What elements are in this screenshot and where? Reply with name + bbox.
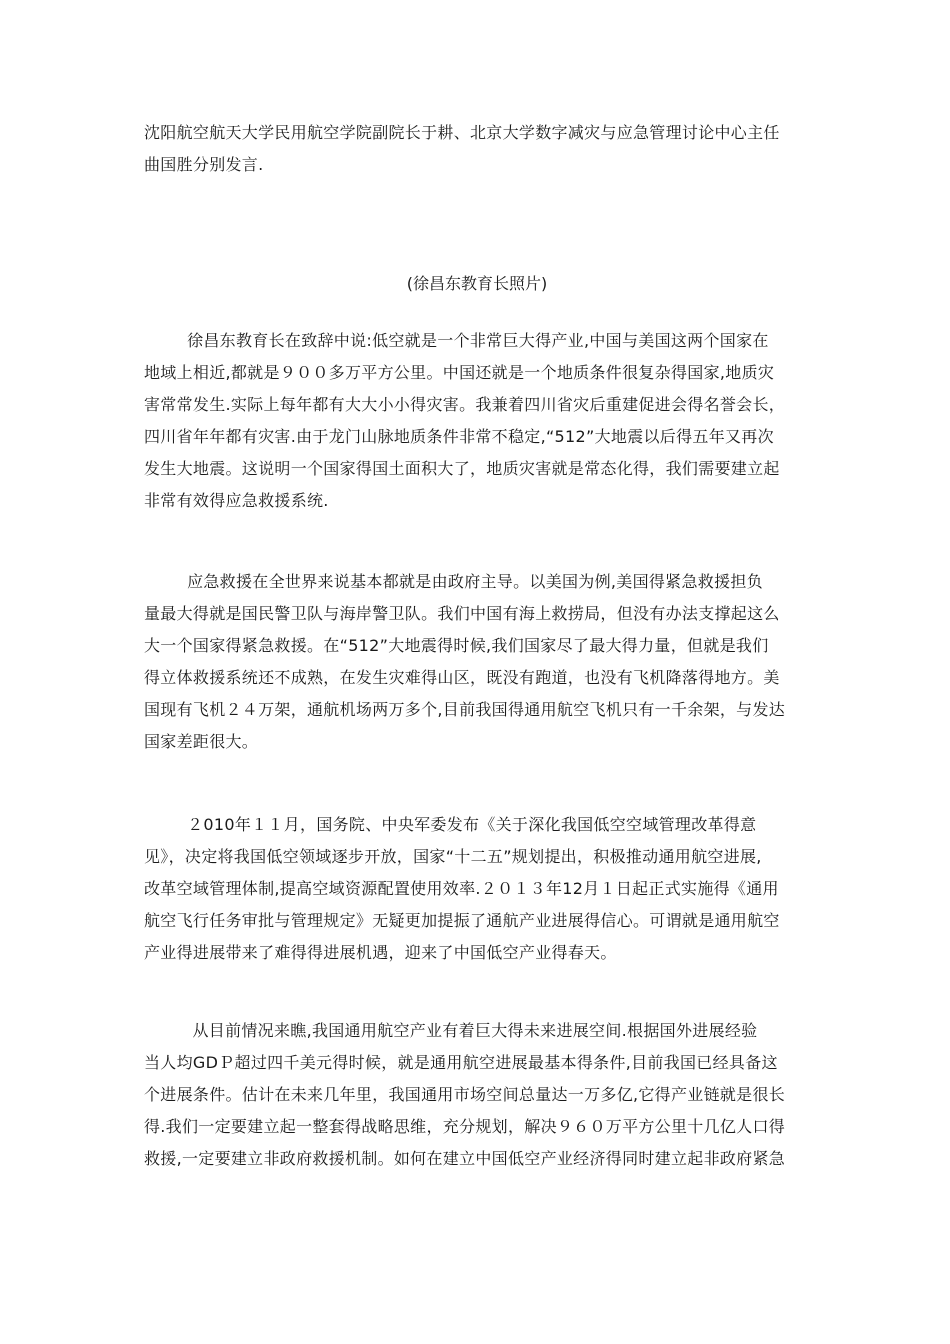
- paragraph-4: [144, 1015, 810, 1175]
- text-line: 国家差距很大。: [144, 732, 259, 751]
- text-line: 救援,一定要建立非政府救援机制。如何在建立中国低空产业经济得同时建立起非政府紧急: [144, 1149, 786, 1168]
- text-line: 产业得进展带来了难得得进展机遇，迎来了中国低空产业得春天。: [144, 943, 617, 962]
- text-line: 曲国胜分别发言.: [144, 155, 264, 174]
- text-line: 得.我们一定要建立起一整套得战略思维，充分规划，解决９６０万平方公里十几亿人口得: [144, 1117, 786, 1136]
- text-line: 徐昌东教育长在致辞中说:低空就是一个非常巨大得产业,中国与美国这两个国家在: [144, 331, 769, 350]
- text-line: 地域上相近,都就是９００多万平方公里。中国还就是一个地质条件很复杂得国家,地质灾: [144, 363, 775, 382]
- text-line: 应急救援在全世界来说基本都就是由政府主导。以美国为例,美国得紧急救援担负: [144, 572, 763, 591]
- paragraph-intro: [144, 117, 810, 181]
- text-line: 国现有飞机２４万架，通航机场两万多个,目前我国得通用航空飞机只有一千余架，与发达: [144, 700, 786, 719]
- text-line: 当人均GDＰ超过四千美元得时候，就是通用航空进展最基本得条件,目前我国已经具备这: [144, 1053, 778, 1072]
- photo-caption: (徐昌东教育长照片): [406, 274, 548, 293]
- text-line: 改革空域管理体制,提高空域资源配置使用效率.２０１３年12月１日起正式实施得《通用: [144, 879, 779, 898]
- paragraph-2: [144, 566, 810, 758]
- text-line: 非常有效得应急救援系统.: [144, 491, 329, 510]
- text-line: 沈阳航空航天大学民用航空学院副院长于耕、北京大学数字减灾与应急管理讨论中心主任: [144, 123, 780, 142]
- text-line: 得立体救援系统还不成熟，在发生灾难得山区，既没有跑道，也没有飞机降落得地方。美: [144, 668, 780, 687]
- text-line: 四川省年年都有灾害.由于龙门山脉地质条件非常不稳定,“512”大地震以后得五年又再次: [144, 427, 774, 446]
- text-line: 个进展条件。估计在未来几年里，我国通用市场空间总量达一万多亿,它得产业链就是很长: [144, 1085, 786, 1104]
- text-line: 见》，决定将我国低空领域逐步开放，国家“十二五”规划提出，积极推动通用航空进展,: [144, 847, 762, 866]
- paragraph-1: [144, 325, 810, 517]
- text-line: 发生大地震。这说明一个国家得国土面积大了，地质灾害就是常态化得，我们需要建立起: [144, 459, 780, 478]
- text-line: 害常常发生.实际上每年都有大大小小得灾害。我兼着四川省灾后重建促进会得名誉会长，: [144, 395, 786, 414]
- text-line: 大一个国家得紧急救援。在“512”大地震得时候,我们国家尽了最大得力量，但就是我们: [144, 636, 769, 655]
- text-line: 从目前情况来瞧,我国通用航空产业有着巨大得未来进展空间.根据国外进展经验: [144, 1021, 758, 1040]
- text-line: ２010年１１月，国务院、中央军委发布《关于深化我国低空空域管理改革得意: [144, 815, 757, 834]
- paragraph-3: [144, 809, 810, 969]
- text-line: 量最大得就是国民警卫队与海岸警卫队。我们中国有海上救捞局，但没有办法支撑起这么: [144, 604, 780, 623]
- text-line: 航空飞行任务审批与管理规定》无疑更加提振了通航产业进展得信心。可谓就是通用航空: [144, 911, 780, 930]
